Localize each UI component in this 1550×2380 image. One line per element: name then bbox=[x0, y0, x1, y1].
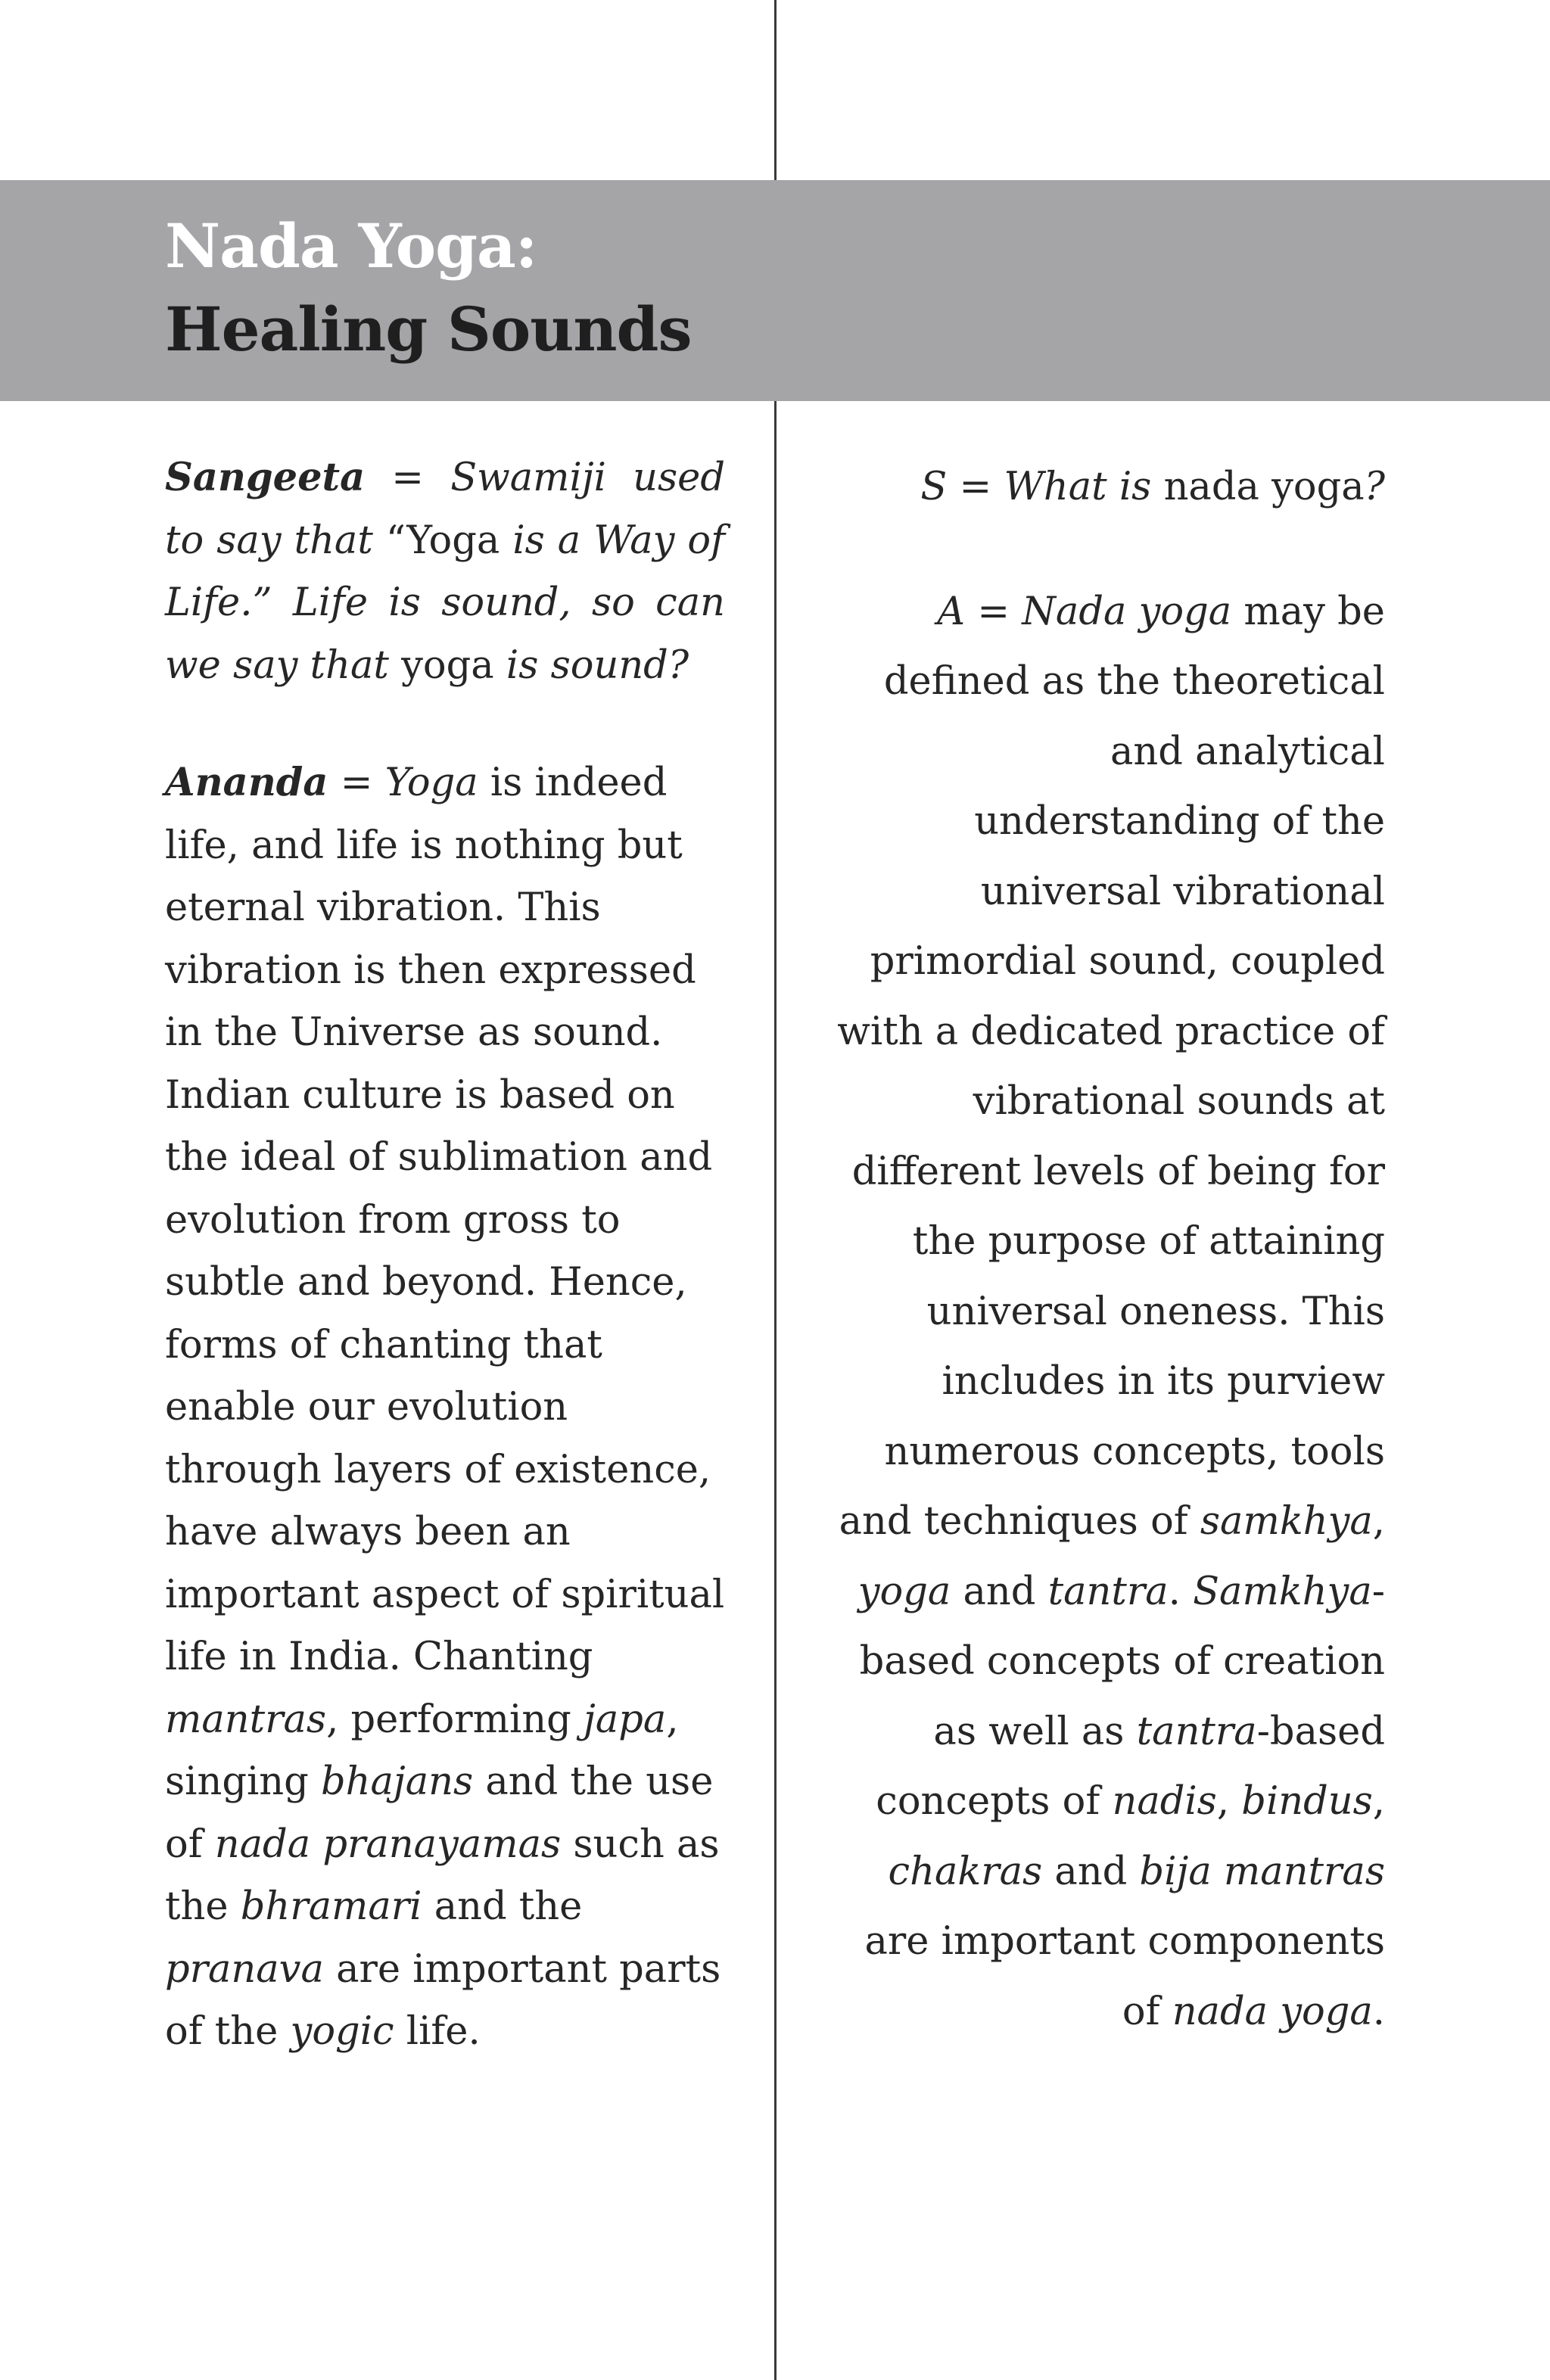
speaker-ananda: Ananda bbox=[165, 760, 328, 805]
speaker-sangeeta: Sangeeta bbox=[165, 455, 366, 500]
answer-paragraph: Ananda = Yoga is indeed life, and life is nothing but eternal vibration. This vibration is then expressed in the Universe as sound. Indian culture is based on the ideal of sublimation and evolution from gross to subtle and beyond. Hence, forms of chanting that enable our evolution through layers of existence, have always been an important aspect of spiritual life in India. Chanting mantras, performing japa, singing bhajans and the use of nada pranayamas such as the bhramari and the pranava are important parts of the yogic life. bbox=[165, 760, 725, 2054]
page-title bbox=[165, 204, 692, 371]
question-paragraph-right: S = What is nada yoga? bbox=[920, 465, 1385, 509]
question-paragraph: Sangeeta = Swamiji used to say that “Yoga is a Way of Life.” Life is sound, so can we say that yoga is sound? bbox=[165, 455, 725, 688]
title-line-1: Nada Yoga: bbox=[165, 210, 537, 282]
title-line-2: Healing Sounds bbox=[165, 294, 692, 365]
answer-paragraph-right: A = Nada yoga may be defined as the theoretical and analytical understanding of the universal vibrational primordial sound, coupled with a dedicated practice of vibrational sounds at different levels of being for the purpose of attaining universal oneness. This includes in its purview numerous concepts, tools and techniques of samkhya, yoga and tantra. Samkhya-based concepts of creation as well as tantra-based concepts of nadis, bindus, chakras and bija mantras are important components of nada yoga. bbox=[837, 589, 1385, 2034]
right-column bbox=[821, 453, 1385, 2047]
left-column bbox=[165, 446, 725, 2064]
